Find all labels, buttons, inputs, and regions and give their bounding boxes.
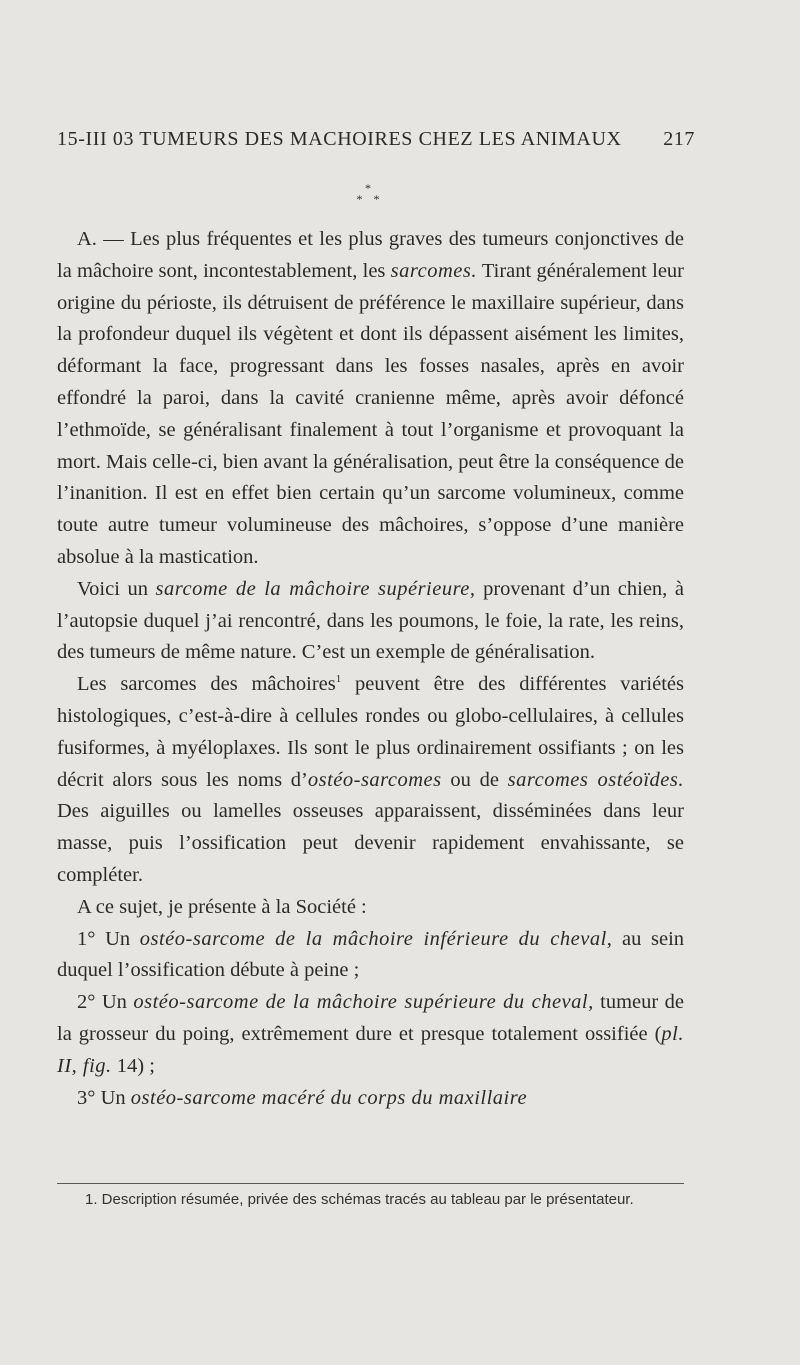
italic-term: ostéo-sarcome de la mâchoire supérieure du cheval, [133,991,594,1014]
paragraph-varietes [57,669,684,892]
text-run: Un [95,1086,131,1109]
main-text [57,224,684,1114]
list-item-1 [57,924,684,988]
text-run: Voici un [77,577,156,600]
text-run: Tirant généralement leur origine du périoste, ils détruisent de préférence le maxillaire supérieur, dans la profondeur duquel ils végètent et dont ils dépassent aisément les limites, déformant la face, progressant dans les fosses nasales, après en avoir effondré la paroi, dans la cavité cranienne même, après avoir défoncé l’ethmoïde, se généralisant finalement à tout l’organisme et provoquant la mort. Mais celle-ci, bien avant la généralisation, peut être la conséquence de l’inanition. Il est en effet bien certain qu’un sarcome volumineux, comme toute autre tumeur volumineuse des mâchoires, s’oppose d’une manière absolue à la mastication. [57,259,684,568]
text-run: 14) ; [111,1054,155,1077]
paragraph-presentation: A ce sujet, je présente à la Société : [77,895,367,918]
text-run: Les sarcomes des mâchoires [77,673,336,696]
text-run: A. — Les plus fréquentes et les plus graves des tumeurs conjonctives de la mâchoire sont, incontestablement, les [57,228,684,282]
footnote-ref: 1 [335,673,342,686]
list-item-2 [57,987,684,1082]
item-number: 3° [77,1086,96,1109]
asterism-top: * [365,181,375,195]
asterism-bottom: * * [356,192,384,206]
italic-term: ostéo-sarcome macéré du corps du maxillaire [130,1086,528,1109]
running-header-title: 15-III 03 TUMEURS DES MACHOIRES CHEZ LES ANIMAUX [57,128,622,150]
text-run: tumeur de la grosseur du poing, extrêmement dure et presque totalement ossifiée ( [57,991,685,1045]
text-run: peuvent être des différentes variétés histologiques, c’est-à-dire à cellules rondes ou globo-cellulaires, à cellules fusiformes, à myéloplaxes. Ils sont le plus ordinairement ossifiants ; on les décrit alors sous les noms d’ [57,673,684,791]
italic-term: ostéo-sarcome de la mâchoire inférieure du cheval, [139,927,613,950]
text-run: ou de [441,768,508,791]
page-number: 217 [663,128,695,150]
asterism-ornament [340,183,400,205]
text-run: Des aiguilles ou lamelles osseuses apparaissent, disséminées dans leur masse, puis l’ossification peut devenir rapidement envahissante, se compléter. [57,800,684,886]
list-item-3 [57,1083,684,1115]
italic-term: sarcomes ostéoïdes. [507,768,684,791]
italic-term: ostéo-sarcomes [307,768,442,791]
italic-term: sarcome de la mâchoire supérieure, [155,577,476,600]
paragraph-chien-example [57,574,684,669]
text-run: Un [95,927,140,950]
text-run: Un [95,991,134,1014]
italic-term: sarcomes. [390,259,477,282]
footnote: 1. Description résumée, privée des schémas tracés au tableau par le présentateur. [85,1191,634,1208]
italic-term: pl. II, fig. [57,1022,684,1077]
text-run: au sein duquel l’ossification débute à peine ; [57,927,685,982]
item-number: 2° [77,991,96,1014]
running-header [57,128,695,151]
item-number: 1° [77,927,96,950]
paragraph-sarcomes-intro [57,224,684,574]
text-run: provenant d’un chien, à l’autopsie duquel j’ai rencontré, dans les poumons, le foie, la rate, les reins, des tumeurs de même nature. C’est un exemple de généralisation. [57,577,684,664]
footnote-divider [57,1183,684,1184]
